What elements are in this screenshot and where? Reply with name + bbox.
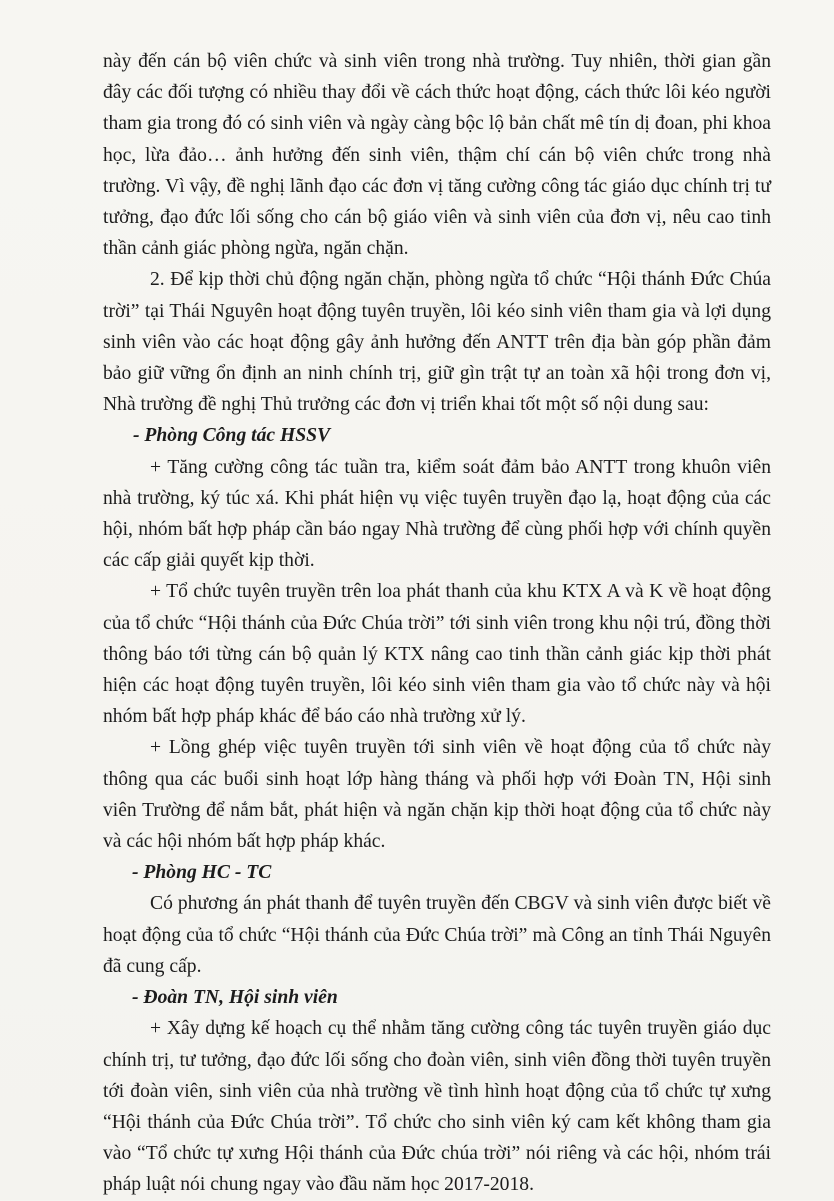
paragraph-hssv-class-meetings: + Lồng ghép việc tuyên truyền tới sinh viên về hoạt động của tổ chức này thông qua các buổi sinh hoạt lớp hàng tháng và phối hợp với Đoàn TN, Hội sinh viên Trường để nắm bắt, phát hiện và ngăn chặn kịp thời hoạt động của tổ chức này và các hội nhóm bất hợp pháp khác. bbox=[103, 737, 771, 853]
document-body bbox=[103, 46, 771, 1201]
paragraph-item-2: 2. Để kịp thời chủ động ngăn chặn, phòng ngừa tổ chức “Hội thánh Đức Chúa trời” tại Thái Nguyên hoạt động tuyên truyền, lôi kéo sinh viên tham gia và lợi dụng sinh viên vào các hoạt động gây ảnh hưởng đến ANTT trên địa bàn góp phần đảm bảo giữ vững ổn định an ninh chính trị, giữ gìn trật tự an toàn xã hội trong đơn vị, Nhà trường đề nghị Thủ trưởng các đơn vị triển khai tốt một số nội dung sau: bbox=[103, 269, 771, 416]
heading-doan-tn-hoi-sinh-vien: - Đoàn TN, Hội sinh viên bbox=[132, 987, 338, 1009]
heading-phong-cong-tac-hssv: - Phòng Công tác HSSV bbox=[133, 425, 331, 447]
paragraph-hc-tc-broadcast: Có phương án phát thanh để tuyên truyền đến CBGV và sinh viên được biết về hoạt động của tổ chức “Hội thánh của Đức Chúa trời” mà Công an tỉnh Thái Nguyên đã cung cấp. bbox=[103, 893, 771, 977]
paragraph-doan-tn-plan: + Xây dựng kế hoạch cụ thể nhằm tăng cường công tác tuyên truyền giáo dục chính trị, tư tưởng, đạo đức lối sống cho đoàn viên, sinh viên đồng thời tuyên truyền tới đoàn viên, sinh viên của nhà trường về tình hình hoạt động của tổ chức tự xưng “Hội thánh của Đức Chúa trời”. Tổ chức cho sinh viên ký cam kết không tham gia vào “Tổ chức tự xưng Hội thánh của Đức chúa trời” nói riêng và các hội, nhóm trái pháp luật nói chung ngay vào đầu năm học 2017-2018. bbox=[103, 1018, 771, 1196]
paragraph-intro: này đến cán bộ viên chức và sinh viên trong nhà trường. Tuy nhiên, thời gian gần đây các đối tượng có nhiều thay đổi về cách thức hoạt động, cách thức lôi kéo người tham gia trong đó có sinh viên và ngày càng bộc lộ bản chất mê tín dị đoan, phi khoa học, lừa đảo… ảnh hưởng đến sinh viên, thậm chí cán bộ viên chức trong nhà trường. Vì vậy, đề nghị lãnh đạo các đơn vị tăng cường công tác giáo dục chính trị tư tưởng, đạo đức lối sống cho cán bộ giáo viên và sinh viên của đơn vị, nêu cao tinh thần cảnh giác phòng ngừa, ngăn chặn. bbox=[103, 51, 771, 260]
paragraph-hssv-patrol: + Tăng cường công tác tuần tra, kiểm soát đảm bảo ANTT trong khuôn viên nhà trường, ký túc xá. Khi phát hiện vụ việc tuyên truyền đạo lạ, hoạt động của các hội, nhóm bất hợp pháp cần báo ngay Nhà trường để cùng phối hợp với chính quyền các cấp giải quyết kịp thời. bbox=[103, 456, 771, 572]
paragraph-hssv-broadcast: + Tổ chức tuyên truyền trên loa phát thanh của khu KTX A và K về hoạt động của tổ chức “Hội thánh của Đức Chúa trời” tới sinh viên trong khu nội trú, đồng thời thông báo tới từng cán bộ quản lý KTX nâng cao tinh thần cảnh giác kịp thời phát hiện các hoạt động tuyên truyền, lôi kéo sinh viên tham gia vào tổ chức này và hội nhóm bất hợp pháp khác để báo cáo nhà trường xử lý. bbox=[103, 581, 771, 728]
heading-phong-hc-tc: - Phòng HC - TC bbox=[132, 862, 272, 884]
